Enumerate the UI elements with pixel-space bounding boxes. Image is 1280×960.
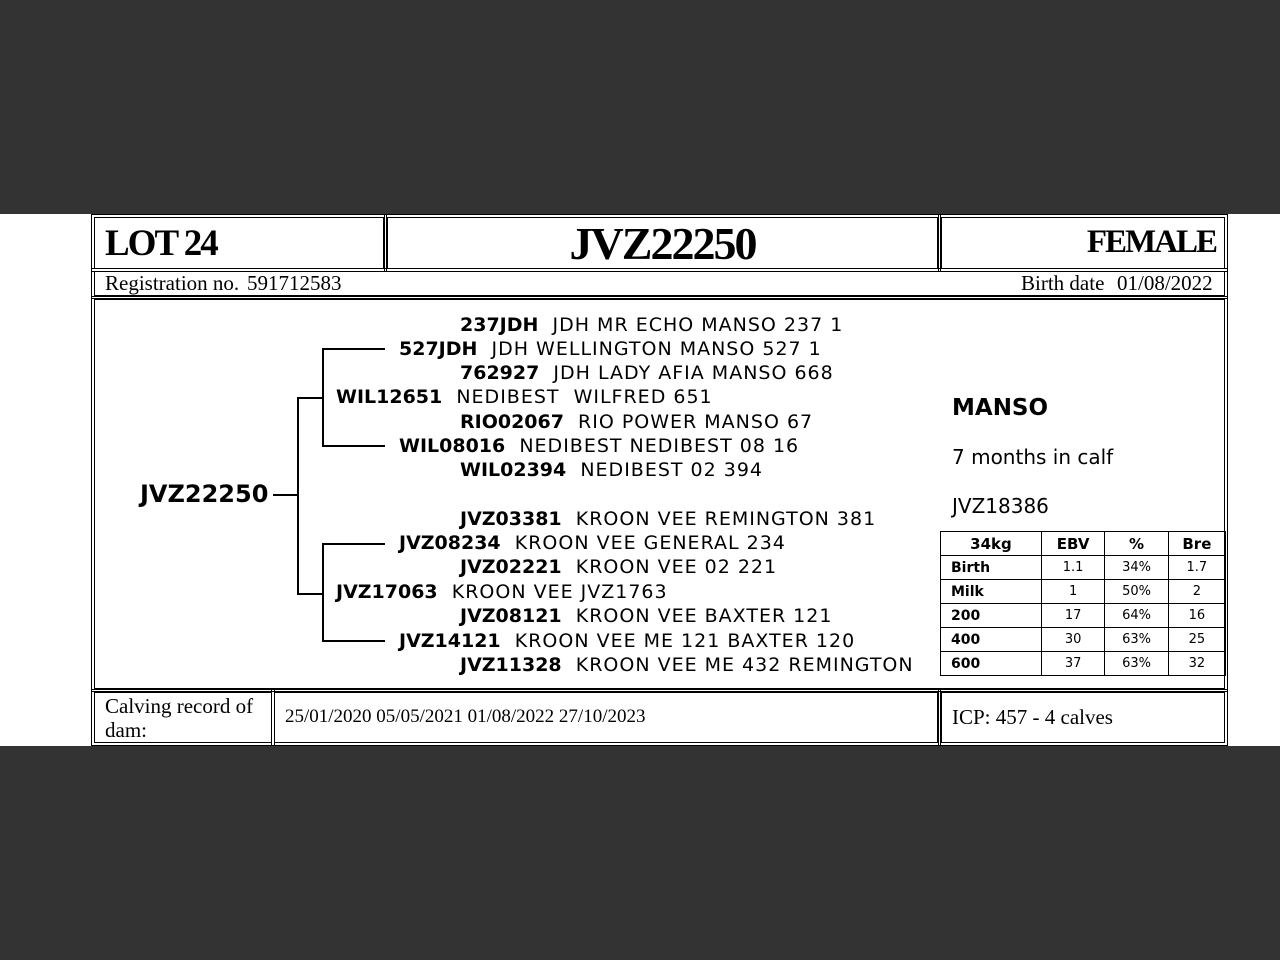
pedigree-dam-sire-sire: [460, 508, 876, 530]
dam-dam-connector: [322, 640, 385, 642]
ebv-trait: Milk: [941, 580, 1042, 604]
pedigree-code: JVZ11328: [460, 654, 562, 676]
pedigree-name: NEDIBEST WILFRED 651: [456, 386, 713, 408]
registration-row: [94, 271, 1225, 296]
ebv-header-ebv: EBV: [1041, 532, 1104, 556]
calving-record-label: Calving record of dam:: [105, 694, 254, 742]
animal-id-title: JVZ22250: [569, 218, 756, 269]
pedigree-name: NEDIBEST 02 394: [580, 459, 764, 481]
sire-connector: [297, 397, 323, 399]
pregnancy-status: 7 months in calf: [952, 445, 1114, 469]
pedigree-code: RIO02067: [460, 411, 564, 433]
ebv-breed-avg: 1.7: [1168, 556, 1225, 580]
ebv-header-percent: %: [1105, 532, 1168, 556]
pedigree-sire-dam: [399, 435, 799, 457]
ebv-accuracy: 34%: [1105, 556, 1168, 580]
pedigree-name: JDH WELLINGTON MANSO 527 1: [491, 338, 822, 360]
ebv-trait: 600: [941, 652, 1042, 676]
pedigree-name: NEDIBEST NEDIBEST 08 16: [519, 435, 800, 457]
pedigree-code: WIL12651: [336, 386, 443, 408]
pedigree-name: KROON VEE ME 121 BAXTER 120: [514, 630, 856, 652]
ebv-trait: 200: [941, 604, 1042, 628]
pedigree-code: 527JDH: [399, 338, 478, 360]
pedigree-sire-sire-dam: [460, 362, 834, 384]
dam-connector: [297, 593, 323, 595]
registration-label: Registration no.: [105, 271, 240, 295]
ebv-value: 37: [1041, 652, 1104, 676]
root-vertical: [297, 397, 299, 594]
birth-date: 01/08/2022: [1117, 271, 1213, 295]
ebv-trait: Birth: [941, 556, 1042, 580]
ebv-value: 17: [1041, 604, 1104, 628]
pedigree-code: JVZ14121: [399, 630, 501, 652]
dam-sire-connector: [322, 543, 385, 545]
pedigree-dam-dam-dam: [460, 654, 914, 676]
ebv-breed-avg: 32: [1168, 652, 1225, 676]
pedigree-code: JVZ03381: [460, 508, 562, 530]
pedigree-code: JVZ17063: [336, 581, 438, 603]
lot-card: [0, 214, 1280, 746]
pedigree-code: WIL08016: [399, 435, 506, 457]
calving-dates-box: [274, 692, 938, 743]
pedigree-sire-sire: [399, 338, 822, 360]
sire-vertical: [322, 348, 324, 446]
ebv-accuracy: 50%: [1105, 580, 1168, 604]
pedigree-code: 762927: [460, 362, 540, 384]
pedigree-name: JDH LADY AFIA MANSO 668: [553, 362, 834, 384]
pedigree-subject: JVZ22250: [140, 480, 269, 508]
table-row: [941, 652, 1226, 676]
pedigree-sire: [336, 386, 713, 408]
pedigree-code: 237JDH: [460, 314, 539, 336]
ebv-accuracy: 64%: [1105, 604, 1168, 628]
animal-id-box: [387, 217, 938, 269]
subject-connector: [273, 494, 298, 496]
ebv-header-row: [941, 532, 1226, 556]
pedigree-name: KROON VEE ME 432 REMINGTON: [575, 654, 914, 676]
table-row: [941, 580, 1226, 604]
pedigree-name: KROON VEE JVZ1763: [451, 581, 668, 603]
pedigree-dam-sire: [399, 532, 786, 554]
lot-box: [94, 217, 384, 269]
table-row: [941, 604, 1226, 628]
registration-number: 591712583: [247, 271, 342, 295]
pedigree-sire-dam-sire: [460, 411, 813, 433]
ebv-value: 30: [1041, 628, 1104, 652]
pedigree-code: JVZ08234: [399, 532, 501, 554]
table-row: [941, 628, 1226, 652]
animal-sex: FEMALE: [1086, 224, 1216, 260]
pedigree-sire-dam-dam: [460, 459, 763, 481]
dam-vertical: [322, 543, 324, 641]
ebv-accuracy: 63%: [1105, 628, 1168, 652]
icp-summary: ICP: 457 - 4 calves: [952, 705, 1113, 729]
ebv-breed-avg: 16: [1168, 604, 1225, 628]
ebv-header-breed: Bre: [1168, 532, 1225, 556]
pedigree-dam: [336, 581, 668, 603]
pedigree-name: JDH MR ECHO MANSO 237 1: [552, 314, 844, 336]
ebv-value: 1.1: [1041, 556, 1104, 580]
pedigree-code: JVZ08121: [460, 605, 562, 627]
sex-box: [941, 217, 1225, 269]
pedigree-dam-dam: [399, 630, 855, 652]
ebv-table: [940, 531, 1226, 676]
pregnancy-sire: MANSO: [952, 395, 1049, 421]
pedigree-name: KROON VEE REMINGTON 381: [575, 508, 877, 530]
pedigree-name: KROON VEE BAXTER 121: [575, 605, 833, 627]
pedigree-sire-sire-sire: [460, 314, 843, 336]
pedigree-name: KROON VEE 02 221: [575, 556, 778, 578]
ebv-breed-avg: 25: [1168, 628, 1225, 652]
pedigree-dam-sire-dam: [460, 556, 777, 578]
reference-code: JVZ18386: [952, 494, 1049, 518]
pedigree-dam-dam-sire: [460, 605, 832, 627]
ebv-accuracy: 63%: [1105, 652, 1168, 676]
ebv-breed-avg: 2: [1168, 580, 1225, 604]
calving-dates: 25/01/2020 05/05/2021 01/08/2022 27/10/2023: [285, 706, 646, 727]
pedigree-name: RIO POWER MANSO 67: [578, 411, 814, 433]
lot-number: LOT 24: [105, 223, 217, 264]
pedigree-code: JVZ02221: [460, 556, 562, 578]
birth-date-label: Birth date: [1021, 271, 1105, 295]
ebv-value: 1: [1041, 580, 1104, 604]
icp-box: [941, 692, 1225, 743]
ebv-header-weight: 34kg: [941, 532, 1042, 556]
pedigree-name: KROON VEE GENERAL 234: [514, 532, 786, 554]
ebv-trait: 400: [941, 628, 1042, 652]
pedigree-code: WIL02394: [460, 459, 567, 481]
sire-sire-connector: [322, 348, 385, 350]
calving-label-box: [94, 692, 272, 743]
sire-dam-connector: [322, 445, 385, 447]
table-row: [941, 556, 1226, 580]
